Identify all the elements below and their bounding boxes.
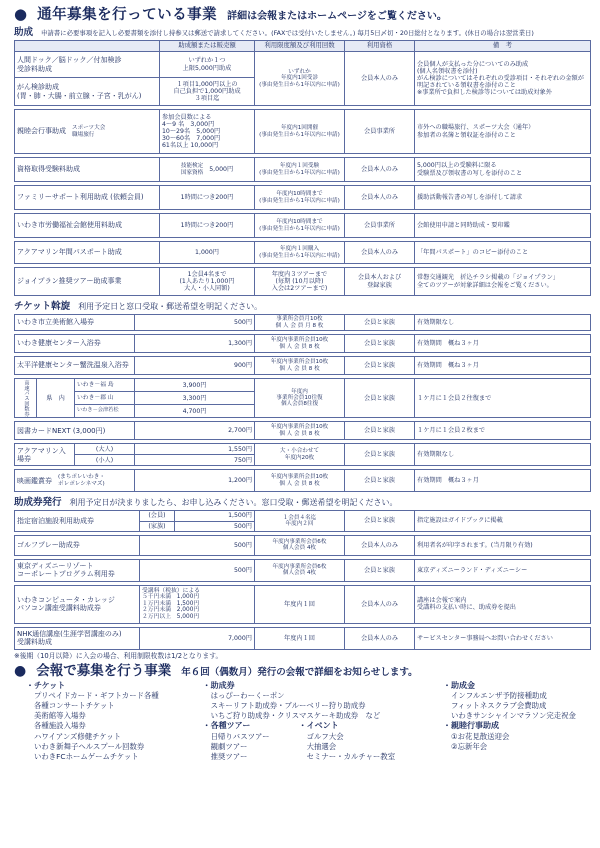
subsidy-note: 申請書に必要事項を記入し必要書類を添付し持参又は郵送で請求してください。(FAXでは受付いたしません。) 毎月5日〆切・20日総付となります。(休日の場合は翌営業日) xyxy=(41,29,534,37)
row-amount: 1時間につき200円 xyxy=(160,186,255,210)
row-name: 親睦会行事助成 xyxy=(17,127,66,136)
vouchers-note: 利用予定日が決まりましたら、お申し込みください。窓口受取・郵送希望を明記ください。 xyxy=(69,498,398,508)
row-price: 1,200円 xyxy=(135,470,255,492)
col-heading: ・各種ツアー xyxy=(202,721,251,731)
list-item: ②忘新年会 xyxy=(450,741,488,751)
tickets-title: チケット斡旋 xyxy=(14,301,71,312)
row-limit: 年度内事業所会員10枚 個 人 会 員 8 枚 xyxy=(255,335,345,353)
header-bullet: ● xyxy=(14,5,28,23)
row-eligibility: 会員本人のみ xyxy=(345,52,415,106)
list-item: いわきFCホームゲームチケット xyxy=(34,752,139,762)
list-item: ゴルフ大会 xyxy=(306,731,344,741)
row-name-note: スポーツ大会 職場旅行 xyxy=(72,125,106,138)
list-item: 推奨ツアー xyxy=(210,752,248,762)
table-row xyxy=(15,422,591,440)
list-item: ①お花見散送迎会 xyxy=(450,731,510,741)
row-remarks: 会員個人が支払った分についてのみ助成 (個人名領収書を添付) がん検診についてはそれぞれの受診項目・それぞれの金額が明記されている領収書を添付のこと ※事業所で負担した検診等については助成対象外 xyxy=(415,52,591,106)
row-name: いわき健康センター入浴券 xyxy=(15,335,135,353)
row-price: 500円 xyxy=(175,521,255,531)
row-remarks: 会館使用申請と同時助成・要印鑑 xyxy=(415,214,591,238)
table-row xyxy=(15,335,591,353)
row-limit: 年度内事業所会員10枚 個 人 会 員 8 枚 xyxy=(255,422,345,440)
page xyxy=(14,6,590,762)
row-remarks: 指定施設はガイドブックに掲載 xyxy=(415,511,591,531)
table-row xyxy=(15,242,591,264)
row-remarks: 市外への職場旅行、スポーツ大会（通年） 参加者の名簿と領収証を添付のこと xyxy=(415,110,591,154)
row-eligibility: 会員本人のみ xyxy=(345,585,415,623)
row-amount: 1時間につき200円 xyxy=(160,214,255,238)
col-heading: ・チケット xyxy=(26,680,66,690)
row-limit: 年度内事業所会員10枚 個 人 会 員 8 枚 xyxy=(255,470,345,492)
row-limit: 年度内 事業所会員10往復 個人会員8往復 xyxy=(255,379,345,418)
bulletin-title: 会報で募集を行う事業 xyxy=(36,662,172,679)
row-eligibility: 会員と家族 xyxy=(345,357,415,375)
row-remarks: 有効期限なし xyxy=(415,444,591,466)
row-eligibility: 会員本人および 登録家族 xyxy=(345,268,415,296)
row-remarks: １ケ月に１会員２枚まで xyxy=(415,422,591,440)
row-eligibility: 会員と家族 xyxy=(345,470,415,492)
row-eligibility: 会員と家族 xyxy=(345,315,415,331)
row-remarks: １ケ月に１会員２往復まで xyxy=(415,379,591,418)
list-item: プリペイドカード・ギフトカード各種 xyxy=(34,690,159,700)
row-eligibility: 会員本人のみ xyxy=(345,627,415,649)
list-item: 各種施設入場券 xyxy=(34,721,86,731)
table-row xyxy=(15,315,591,331)
bus-price: 4,700円 xyxy=(135,405,255,418)
row-eligibility: 会員と家族 xyxy=(345,379,415,418)
row-limit: 年度内１回受験 (事由発生日から1年以内に申請) xyxy=(255,158,345,182)
row-name-note: (まちポレいわき・ ポレポレシネマズ) xyxy=(58,474,105,487)
table-row xyxy=(15,535,591,555)
row-limit: 年度内３ツアーまで (毎期 (10月以降) 入会は2ツアーまで) xyxy=(255,268,345,296)
row-limit: 年度内１回 xyxy=(255,585,345,623)
bulletin-columns xyxy=(14,681,590,763)
row-price: 2,700円 xyxy=(135,422,255,440)
row-remarks: 常磐交通観光 折込チラシ掲載の「ジョイプラン」 全てのツアーが対象詳細は会報をご覧ください。 xyxy=(415,268,591,296)
row-remarks: 利用者名が印字されます。(当月限り有効) xyxy=(415,535,591,555)
row-limit: 年度内10時間まで (事由発生日から1年以内に申請) xyxy=(255,186,345,210)
row-limit: 大・小合わせて 年度内20枚 xyxy=(255,444,345,466)
row-eligibility: 会員と家族 xyxy=(345,511,415,531)
list-item: ハワイアンズ修健チケット xyxy=(34,731,122,741)
list-item: いわきサンシャインマラソン完走祝金 xyxy=(450,711,576,721)
bulletin-header xyxy=(14,663,590,681)
row-remarks: 5,000円以上の受験料に限る 受験票及び領収書の写しを添付のこと xyxy=(415,158,591,182)
row-name: いわき市立美術館入場券 xyxy=(15,315,135,331)
row-amount: 参加会員数による 4〜9 名 3,000円 10〜29名 5,000円 30〜60名 7,000円 61名以上 10,000円 xyxy=(160,110,255,154)
bulletin-col-grants xyxy=(443,681,590,763)
bus-route: いわき－郡 山 xyxy=(75,392,135,405)
bus-price: 3,300円 xyxy=(135,392,255,405)
row-price: 500円 xyxy=(135,315,255,331)
list-item: スキーリフト助成券・ブルーベリー狩り助成券 xyxy=(210,701,366,711)
row-price: 1,550円 xyxy=(135,444,255,455)
row-price: 500円 xyxy=(140,535,255,555)
list-item: インフルエンザ予防接種助成 xyxy=(450,690,547,700)
bulletin-col-tickets xyxy=(26,681,193,763)
row-limit: 年度内事業所会員10枚 個 人 会 員 8 枚 xyxy=(255,357,345,375)
col-header: 備 考 xyxy=(415,41,591,52)
row-price: 1,300円 xyxy=(135,335,255,353)
bus-region: 県 内 xyxy=(37,379,75,418)
vouchers-table xyxy=(14,510,591,649)
row-name: 人間ドック／脳ドック／付加検診 受診料助成 xyxy=(15,52,160,78)
row-name: いわきコンピュータ・カレッジ パソコン講座受講料助成券 xyxy=(15,585,140,623)
col-heading: ・助成金 xyxy=(442,680,475,690)
row-eligibility: 会員と家族 xyxy=(345,335,415,353)
table-row xyxy=(15,585,591,623)
row-remarks: サービスセンター事務局へお問い合わせください xyxy=(415,627,591,649)
tickets-section-header xyxy=(14,302,590,314)
vouchers-footnote: ※後期（10月以降）に入会の場合、利用制限枚数は1/2となります。 xyxy=(14,651,223,660)
row-price: 750円 xyxy=(135,455,255,466)
list-item: 大抽選会 xyxy=(306,741,337,751)
row-amount: 1会員4名まで (1人あたり1,000円 大人・小人同額) xyxy=(160,268,255,296)
vouchers-title: 助成券発行 xyxy=(14,497,62,509)
list-item: いちご狩り助成券・クリスマスケーキ助成券 など xyxy=(210,711,381,721)
row-price: 500円 xyxy=(140,559,255,581)
main-header xyxy=(14,6,590,28)
bus-price: 3,900円 xyxy=(135,379,255,392)
row-sub-label: (会員) xyxy=(140,511,175,521)
row-remarks: 有効期限なし xyxy=(415,315,591,331)
row-eligibility: 会員と家族 xyxy=(345,444,415,466)
page-subtitle: 詳細は会報またはホームページをご覧ください。 xyxy=(227,11,447,22)
table-row xyxy=(15,444,591,455)
subsidy-title: 助成 xyxy=(14,27,34,38)
row-name: ゴルフプレー助成券 xyxy=(15,535,140,555)
row-remarks: 有効期間 概ね３ヶ月 xyxy=(415,470,591,492)
subsidy-section-header xyxy=(14,28,590,40)
row-limit: 年度内１回購入 (事由発生日から1年以内に申請) xyxy=(255,242,345,264)
table-row xyxy=(15,268,591,296)
row-eligibility: 会員本人のみ xyxy=(345,535,415,555)
row-eligibility: 会員事業所 xyxy=(345,110,415,154)
row-limit: いずれか 年度内1回受診 (事由発生日から1年以内に申請) xyxy=(255,52,345,106)
row-amount: 1,000円 xyxy=(160,242,255,264)
row-limit: 年度内1回開催 (事由発生日から1年以内に申請) xyxy=(255,110,345,154)
tickets-note: 利用予定日と窓口受取・郵送希望を明記ください。 xyxy=(78,302,263,311)
row-amount: いずれか１つ 上限5,000円助成 xyxy=(160,52,255,78)
table-row xyxy=(15,52,591,78)
row-name: ファミリーサポート利用助成 (依頼会員) xyxy=(15,186,160,210)
row-name: 映画鑑賞券 xyxy=(17,476,52,485)
col-header: 利用限度額及び利用回数 xyxy=(255,41,345,52)
list-item: 日帰りバスツアー xyxy=(210,731,270,741)
table-row xyxy=(15,110,591,154)
row-eligibility: 会員事業所 xyxy=(345,214,415,238)
row-remarks: 講座は会報で案内 受講料の支払い時に、助成券を提出 xyxy=(415,585,591,623)
row-name: 図書カードNEXT (3,000円) xyxy=(15,422,135,440)
row-remarks: 有効期間 概ね３ヶ月 xyxy=(415,335,591,353)
row-sub-label: (小人) xyxy=(75,455,135,466)
row-name: 太平洋健康センター蟹洗温泉入浴券 xyxy=(15,357,135,375)
subsidy-header-row xyxy=(15,41,591,52)
page-title: 通年募集を行っている事業 xyxy=(37,7,218,23)
row-remarks: 有効期間 概ね３ヶ月 xyxy=(415,357,591,375)
col-heading: ・助成券 xyxy=(202,680,235,690)
row-price: 900円 xyxy=(135,357,255,375)
row-eligibility: 会員本人のみ xyxy=(345,158,415,182)
row-name: 指定宿泊施設利用助成券 xyxy=(15,511,140,531)
row-price: 1,500円 xyxy=(175,511,255,521)
list-item: 美術館等入場券 xyxy=(34,711,86,721)
row-sub-label: (家族) xyxy=(140,521,175,531)
row-eligibility: 会員本人のみ xyxy=(345,242,415,264)
table-row xyxy=(15,627,591,649)
row-eligibility: 会員と家族 xyxy=(345,422,415,440)
bulletin-subtitle: 年６回（偶数月）発行の会報で詳細をお知らせします。 xyxy=(181,666,418,678)
row-name: NHK通信講座(生涯学習講座のみ) 受講料助成 xyxy=(15,627,140,649)
row-name: いわき市労働福祉会館使用料助成 xyxy=(15,214,160,238)
list-item: いわき新舞子ヘルスプール回数券 xyxy=(34,741,145,751)
row-price: 受講料（税抜）による ５千円未満 1,000円 １万円未満 1,500円 ２万円未満 2,000円 ２万円以上 5,000円 xyxy=(140,585,255,623)
row-name: ジョイプラン推奨ツアー助成事業 xyxy=(15,268,160,296)
row-remarks: 援助活動報告書の写しを添付して請求 xyxy=(415,186,591,210)
row-limit: 年度内事業所会員6枚 個人会員 4枚 xyxy=(255,559,345,581)
bus-side-label: 高速バス回数券 xyxy=(15,379,37,418)
col-header: 利用資格 xyxy=(345,41,415,52)
row-limit: 事業所会員月10枚 個 人 会 員 月 8 枚 xyxy=(255,315,345,331)
bus-route: いわき－福 島 xyxy=(75,379,135,392)
row-name: アクアマリン年間パスポート助成 xyxy=(15,242,160,264)
row-limit: 年度内10時間まで (事由発生日から1年以内に申請) xyxy=(255,214,345,238)
row-remarks: 「年間パスポート」のコピー添付のこと xyxy=(415,242,591,264)
row-limit: １会員４名迄 年度内２回 xyxy=(255,511,345,531)
row-amount: 5,000円 xyxy=(209,165,234,173)
row-eligibility: 会員本人のみ xyxy=(345,186,415,210)
col-header: 助成額または販売額 xyxy=(160,41,255,52)
row-amount-note: 技能検定 国家資格 xyxy=(180,163,204,176)
row-amount: １項目1,000円以上の 自己負担で1,000円助成 ３項目迄 xyxy=(160,78,255,106)
table-row xyxy=(15,158,591,182)
row-remarks: 東京ディズニーランド・ディズニーシー xyxy=(415,559,591,581)
row-eligibility: 会員と家族 xyxy=(345,559,415,581)
col-heading: ・親睦行事助成 xyxy=(442,721,499,731)
tickets-table xyxy=(14,314,591,492)
table-row xyxy=(15,214,591,238)
vouchers-section-header xyxy=(14,498,590,510)
bulletin-bullet: ● xyxy=(14,662,27,679)
row-name: がん検診助成 (胃・肺・大腸・前立腺・子宮・乳がん) xyxy=(15,78,160,106)
list-item: セミナー・カルチャー教室 xyxy=(306,752,396,762)
row-limit: 年度内事業所会員6枚 個人会員 4枚 xyxy=(255,535,345,555)
row-name: 資格取得受験料助成 xyxy=(15,158,160,182)
bus-route: いわき－会津若松 xyxy=(75,405,135,418)
table-row xyxy=(15,470,591,492)
row-limit: 年度内１回 xyxy=(255,627,345,649)
bulletin-col-vouchers xyxy=(203,681,433,763)
table-row xyxy=(15,357,591,375)
list-item: 観劇ツアー xyxy=(210,741,248,751)
table-row xyxy=(15,559,591,581)
list-item: フィットネスクラブ会費助成 xyxy=(450,701,547,711)
row-name: 東京ディズニーリゾート コーポレートプログラム利用券 xyxy=(15,559,140,581)
table-row xyxy=(15,379,591,392)
col-header xyxy=(15,41,160,52)
table-row xyxy=(15,186,591,210)
row-name: アクアマリン入場券 xyxy=(15,444,75,466)
row-sub-label: (大人) xyxy=(75,444,135,455)
table-row xyxy=(15,511,591,521)
row-price: 7,000円 xyxy=(140,627,255,649)
col-heading: ・イベント xyxy=(298,721,339,731)
list-item: 各種コンサートチケット xyxy=(34,701,115,711)
subsidy-table xyxy=(14,40,591,296)
list-item: はっぴーわーくーポン xyxy=(210,690,285,700)
